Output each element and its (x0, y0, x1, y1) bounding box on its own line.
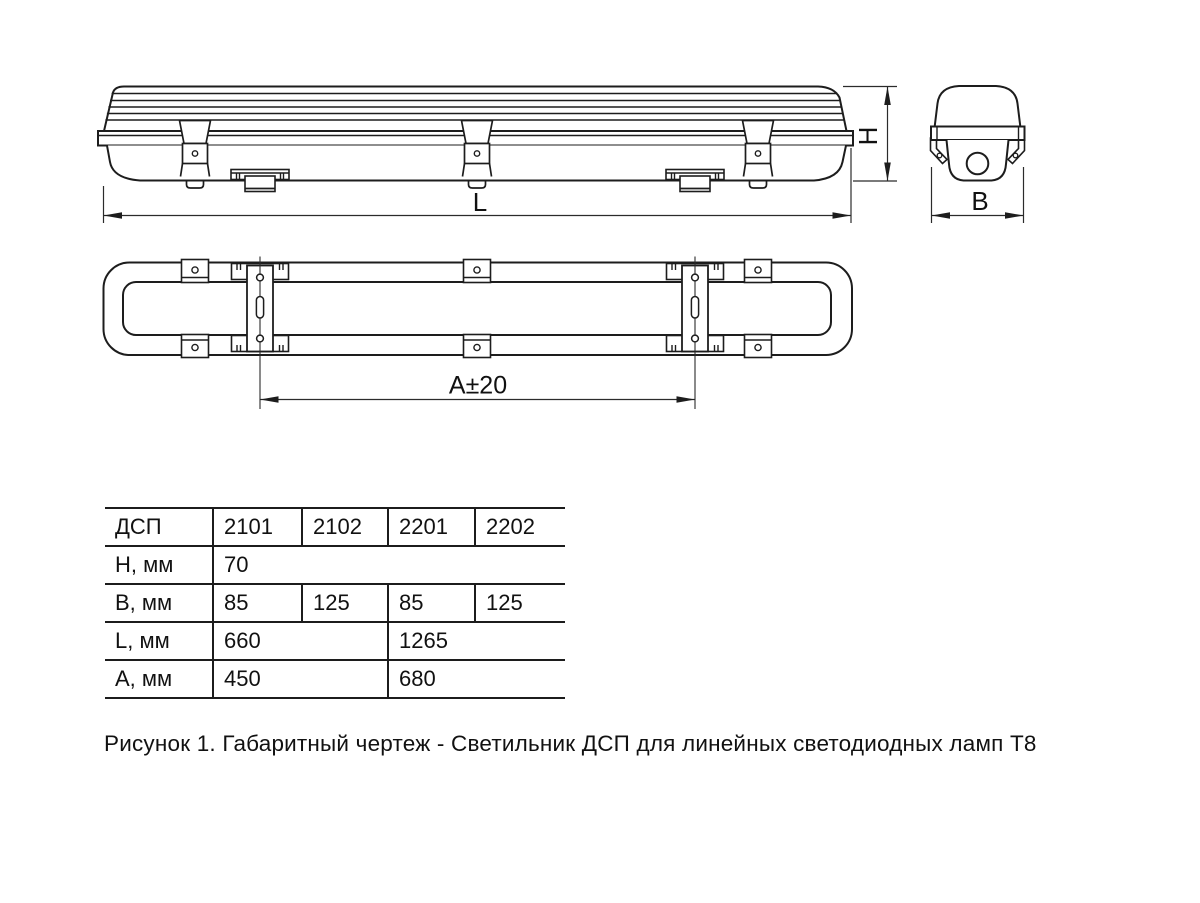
value-cell-b: 125 (475, 584, 565, 622)
dim-label-mounting-distance: A±20 (448, 371, 508, 400)
dim-label-height: H (853, 126, 883, 146)
end-view (931, 86, 1025, 223)
row-header-h: H, мм (105, 546, 213, 584)
table-row-b (105, 584, 565, 622)
end-dome (935, 86, 1021, 128)
dim-label-length: L (472, 187, 488, 217)
value-cell-a: 450 (213, 660, 388, 698)
model-cell: 2201 (388, 508, 475, 546)
plan-view (104, 257, 853, 410)
dimensions-table (105, 507, 565, 699)
value-cell-l: 1265 (388, 622, 565, 660)
mounting-bracket-left (247, 257, 273, 410)
value-cell-b: 85 (388, 584, 475, 622)
side-view (98, 87, 897, 224)
model-cell: 2101 (213, 508, 302, 546)
model-cell: 2102 (302, 508, 388, 546)
figure-caption: Рисунок 1. Габаритный чертеж - Светильник ДСП для линейных светодиодных ламп Т8 (104, 731, 1037, 756)
table-row-model (105, 508, 565, 546)
value-cell-b: 85 (213, 584, 302, 622)
dimension-A (260, 372, 695, 403)
mounting-bracket-right (682, 257, 708, 410)
table-row-l (105, 622, 565, 660)
value-cell-a: 680 (388, 660, 565, 698)
row-header-model: ДСП (105, 508, 213, 546)
row-header-a: A, мм (105, 660, 213, 698)
cable-gland (967, 153, 989, 175)
end-flange (931, 127, 1025, 141)
dimensional-drawing (0, 0, 1200, 450)
value-cell-b: 125 (302, 584, 388, 622)
row-header-b: B, мм (105, 584, 213, 622)
dim-label-width: B (971, 186, 989, 216)
table-row-a (105, 660, 565, 698)
table-row-h (105, 546, 565, 584)
value-cell-h: 70 (213, 546, 565, 584)
value-cell-l: 660 (213, 622, 388, 660)
row-header-l: L, мм (105, 622, 213, 660)
model-cell: 2202 (475, 508, 565, 546)
